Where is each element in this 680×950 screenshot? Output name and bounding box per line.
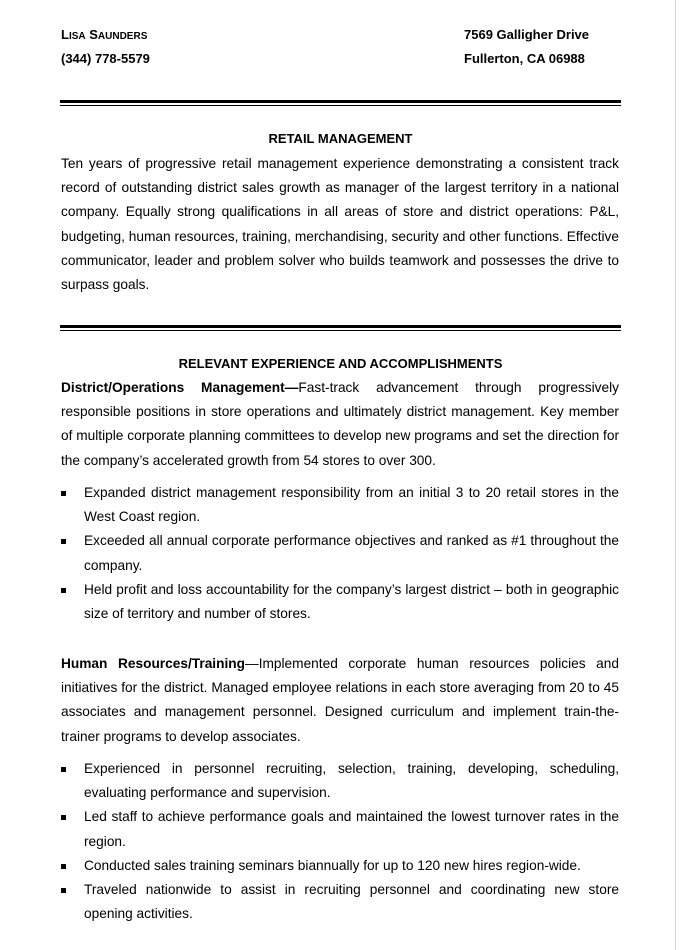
candidate-city: Fullerton, CA 06988 (464, 51, 585, 66)
contact-left (61, 26, 150, 74)
bullet-icon (61, 491, 66, 496)
list-item: Experienced in personnel recruiting, selection, training, developing, scheduling, evaluating performance and supervision. (61, 757, 619, 805)
district-bullets (61, 481, 619, 626)
bullet-icon (61, 815, 66, 820)
section-hr-title: Human Resources/Training (61, 656, 246, 671)
list-item: Conducted sales training seminars biannually for up to 120 new hires region-wide. (61, 854, 619, 878)
section-hr-intro (61, 652, 619, 749)
summary-heading: RETAIL MANAGEMENT (268, 131, 413, 146)
bullet-icon (61, 588, 66, 593)
candidate-name: LISA SAUNDERS (61, 27, 148, 42)
candidate-phone: (344) 778-5579 (61, 51, 150, 66)
candidate-street: 7569 Galligher Drive (464, 27, 590, 42)
contact-right (464, 26, 589, 74)
summary-text: Ten years of progressive retail management experience demonstrating a consistent track record of outstanding district sales growth as manager of the largest territory in a national company. Equally strong qualifications in all areas of store and district operations: P&L, budgeting, human resources, training, merchandising, security and other functions. Effective communicator, leader and problem solver who builds teamwork and possesses the drive to surpass goals. (61, 156, 619, 293)
list-item: Held profit and loss accountability for the company’s largest district – both in geographic size of territory and number of stores. (61, 578, 619, 626)
divider-top (60, 100, 621, 106)
section-district-text: Fast-track advancement through progressively responsible positions in store operations and ultimately district management. Key member of multiple corporate planning committees to develop new programs and set the direction for the company’s accelerated growth from 54 stores to over 300. (61, 380, 619, 468)
bullet-icon (61, 539, 66, 544)
bullet-icon (61, 888, 66, 893)
section-district-title: District/Operations Management— (61, 380, 299, 395)
list-item: Exceeded all annual corporate performance objectives and ranked as #1 throughout the company. (61, 529, 619, 577)
bullet-icon (61, 767, 66, 772)
list-item: Led staff to achieve performance goals and maintained the lowest turnover rates in the region. (61, 805, 619, 853)
experience-heading: RELEVANT EXPERIENCE AND ACCOMPLISHMENTS (178, 356, 503, 371)
section-hr-text: —Implemented corporate human resources policies and initiatives for the district. Managed employee relations in each store averaging from 20 to 45 associates and management personnel. Designed curriculum and implement train-the-trainer programs to develop associates. (61, 656, 619, 744)
hr-bullets (61, 757, 619, 926)
bullet-icon (61, 864, 66, 869)
list-item: Traveled nationwide to assist in recruiting personnel and coordinating new store opening activities. (61, 878, 619, 926)
divider-middle (60, 325, 621, 331)
page-edge (675, 0, 676, 950)
list-item: Expanded district management responsibility from an initial 3 to 20 retail stores in the West Coast region. (61, 481, 619, 529)
section-district-intro (61, 376, 619, 473)
